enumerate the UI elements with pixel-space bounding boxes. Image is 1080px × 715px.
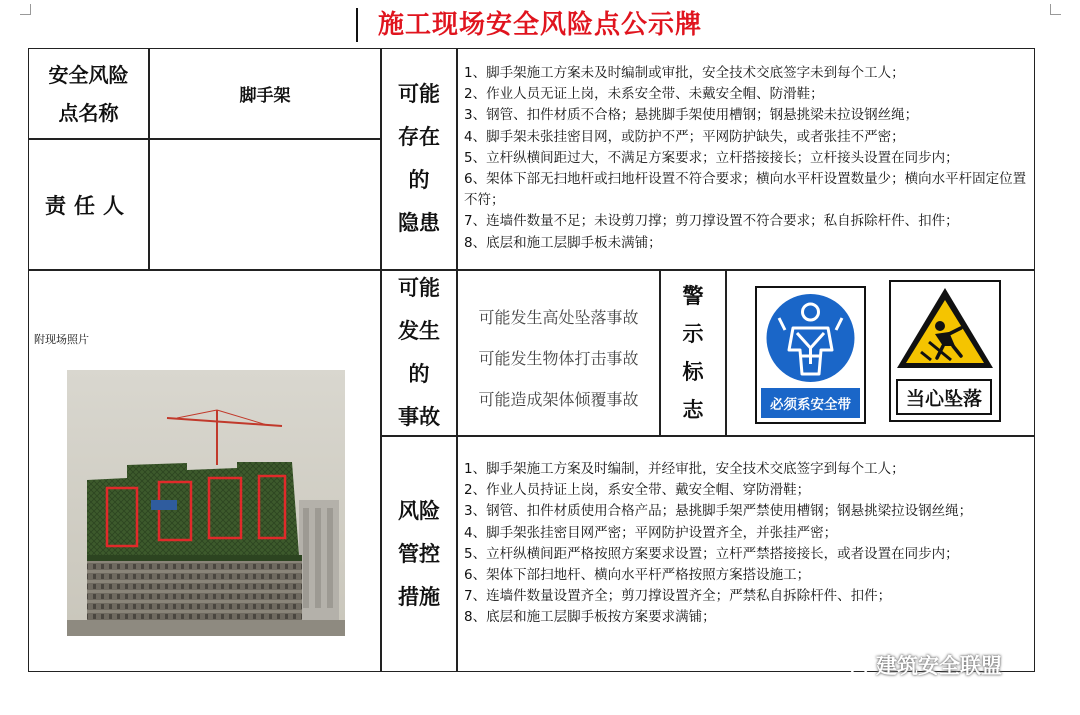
hazard-item: 6、架体下部无扫地杆或扫地杆设置不符合要求；横向水平杆设置数量少；横向水平杆固定位置不符； — [464, 171, 1027, 209]
hazard-item: 2、作业人员无证上岗，未系安全带、未戴安全帽、防滑鞋； — [464, 86, 824, 103]
risk-point-value: 脚手架 — [149, 48, 381, 139]
accidents-heading-char: 发生 — [398, 319, 440, 343]
measure-item: 7、连墙件数量设置齐全；剪刀撑设置齐全；严禁私自拆除杆件、扣件； — [464, 588, 892, 605]
accidents-heading — [381, 270, 457, 436]
hazard-item: 5、立杆纵横间距过大，不满足方案要求；立杆搭接接长；立杆接头设置在同步内； — [464, 149, 959, 166]
hazard-item: 3、钢管、扣件材质不合格；悬挑脚手架使用槽钢；钢悬挑梁未拉设钢丝绳； — [464, 107, 919, 124]
site-photo-label: 附现场照片 — [34, 333, 89, 346]
hazards-list — [457, 48, 1035, 270]
warning-signs-heading — [660, 270, 726, 436]
construction-site-illustration — [67, 370, 345, 636]
hazard-item: 8、底层和施工层脚手板未满铺； — [464, 234, 662, 251]
hazards-heading-char: 存在 — [398, 125, 440, 149]
accident-item: 可能发生高处坠落事故 — [478, 308, 639, 327]
fall-warning-caption: 当心坠落 — [896, 379, 992, 415]
watermark-text: 建筑安全联盟 — [876, 654, 1002, 678]
risk-point-label — [28, 48, 149, 139]
hazards-heading — [381, 48, 457, 270]
responsible-value — [149, 139, 381, 270]
measures-heading-char: 管控 — [398, 541, 440, 566]
site-photo-cell — [28, 270, 381, 672]
harness-sign — [755, 286, 866, 424]
accidents-heading-char: 的 — [408, 362, 430, 386]
measure-item: 3、钢管、扣件材质使用合格产品；悬挑脚手架严禁使用槽钢；钢悬挑梁拉设钢丝绳； — [464, 503, 973, 520]
measures-heading — [381, 436, 457, 672]
fall-warning-sign — [889, 280, 1001, 422]
accident-item: 可能造成架体倾覆事故 — [478, 390, 639, 409]
accident-item: 可能发生物体打击事故 — [478, 349, 639, 368]
measure-item: 1、脚手架施工方案及时编制，并经审批，安全技术交底签字到每个工人； — [464, 461, 905, 477]
warning-signs-heading-char: 示 — [682, 322, 704, 346]
watermark — [840, 650, 1002, 680]
hazards-heading-char: 的 — [408, 168, 430, 192]
safety-harness-icon — [757, 288, 864, 388]
risk-point-label-line2: 点名称 — [58, 100, 119, 125]
warning-signs-heading-char: 标 — [682, 360, 704, 384]
accidents-heading-char: 可能 — [398, 276, 440, 300]
measure-item: 2、作业人员持证上岗，系安全带、戴安全帽、穿防滑鞋； — [464, 482, 811, 499]
accidents-heading-char: 事故 — [398, 405, 440, 429]
fall-warning-icon — [891, 282, 999, 376]
measure-item: 4、脚手架张挂密目网严密；平网防护设置齐全，并张挂严密； — [464, 524, 838, 541]
risk-point-label-line1: 安全风险 — [48, 62, 129, 87]
measure-item: 6、架体下部扫地杆、横向水平杆严格按照方案搭设施工； — [464, 567, 811, 584]
measures-list — [457, 436, 1035, 672]
measures-heading-char: 风险 — [398, 498, 440, 523]
warning-signs-heading-char: 警 — [682, 284, 704, 308]
responsible-label: 责任人 — [28, 139, 149, 270]
hazards-heading-char: 可能 — [398, 82, 440, 106]
measure-item: 5、立杆纵横间距严格按照方案要求设置；立杆严禁搭接接长，或者设置在同步内； — [464, 545, 959, 562]
warning-signs-heading-char: 志 — [682, 398, 704, 422]
hazard-item: 4、脚手架未张挂密目网，或防护不严；平网防护缺失，或者张挂不严密； — [464, 128, 905, 145]
page-title: 施工现场安全风险点公示牌 — [377, 10, 702, 40]
hazard-item: 1、脚手架施工方案未及时编制或审批，安全技术交底签字未到每个工人； — [464, 65, 905, 81]
measures-heading-char: 措施 — [398, 584, 440, 609]
harness-sign-caption: 必须系安全带 — [761, 388, 860, 418]
hazard-item: 7、连墙件数量不足；未设剪刀撑；剪刀撑设置不符合要求；私自拆除杆件、扣件； — [464, 213, 959, 230]
accidents-list — [457, 270, 660, 436]
site-photo — [67, 370, 345, 636]
wechat-icon — [840, 650, 870, 680]
measure-item: 8、底层和施工层脚手板按方案要求满铺； — [464, 609, 716, 626]
hazards-heading-char: 隐患 — [398, 211, 440, 235]
warning-signs-cell — [726, 270, 1035, 436]
